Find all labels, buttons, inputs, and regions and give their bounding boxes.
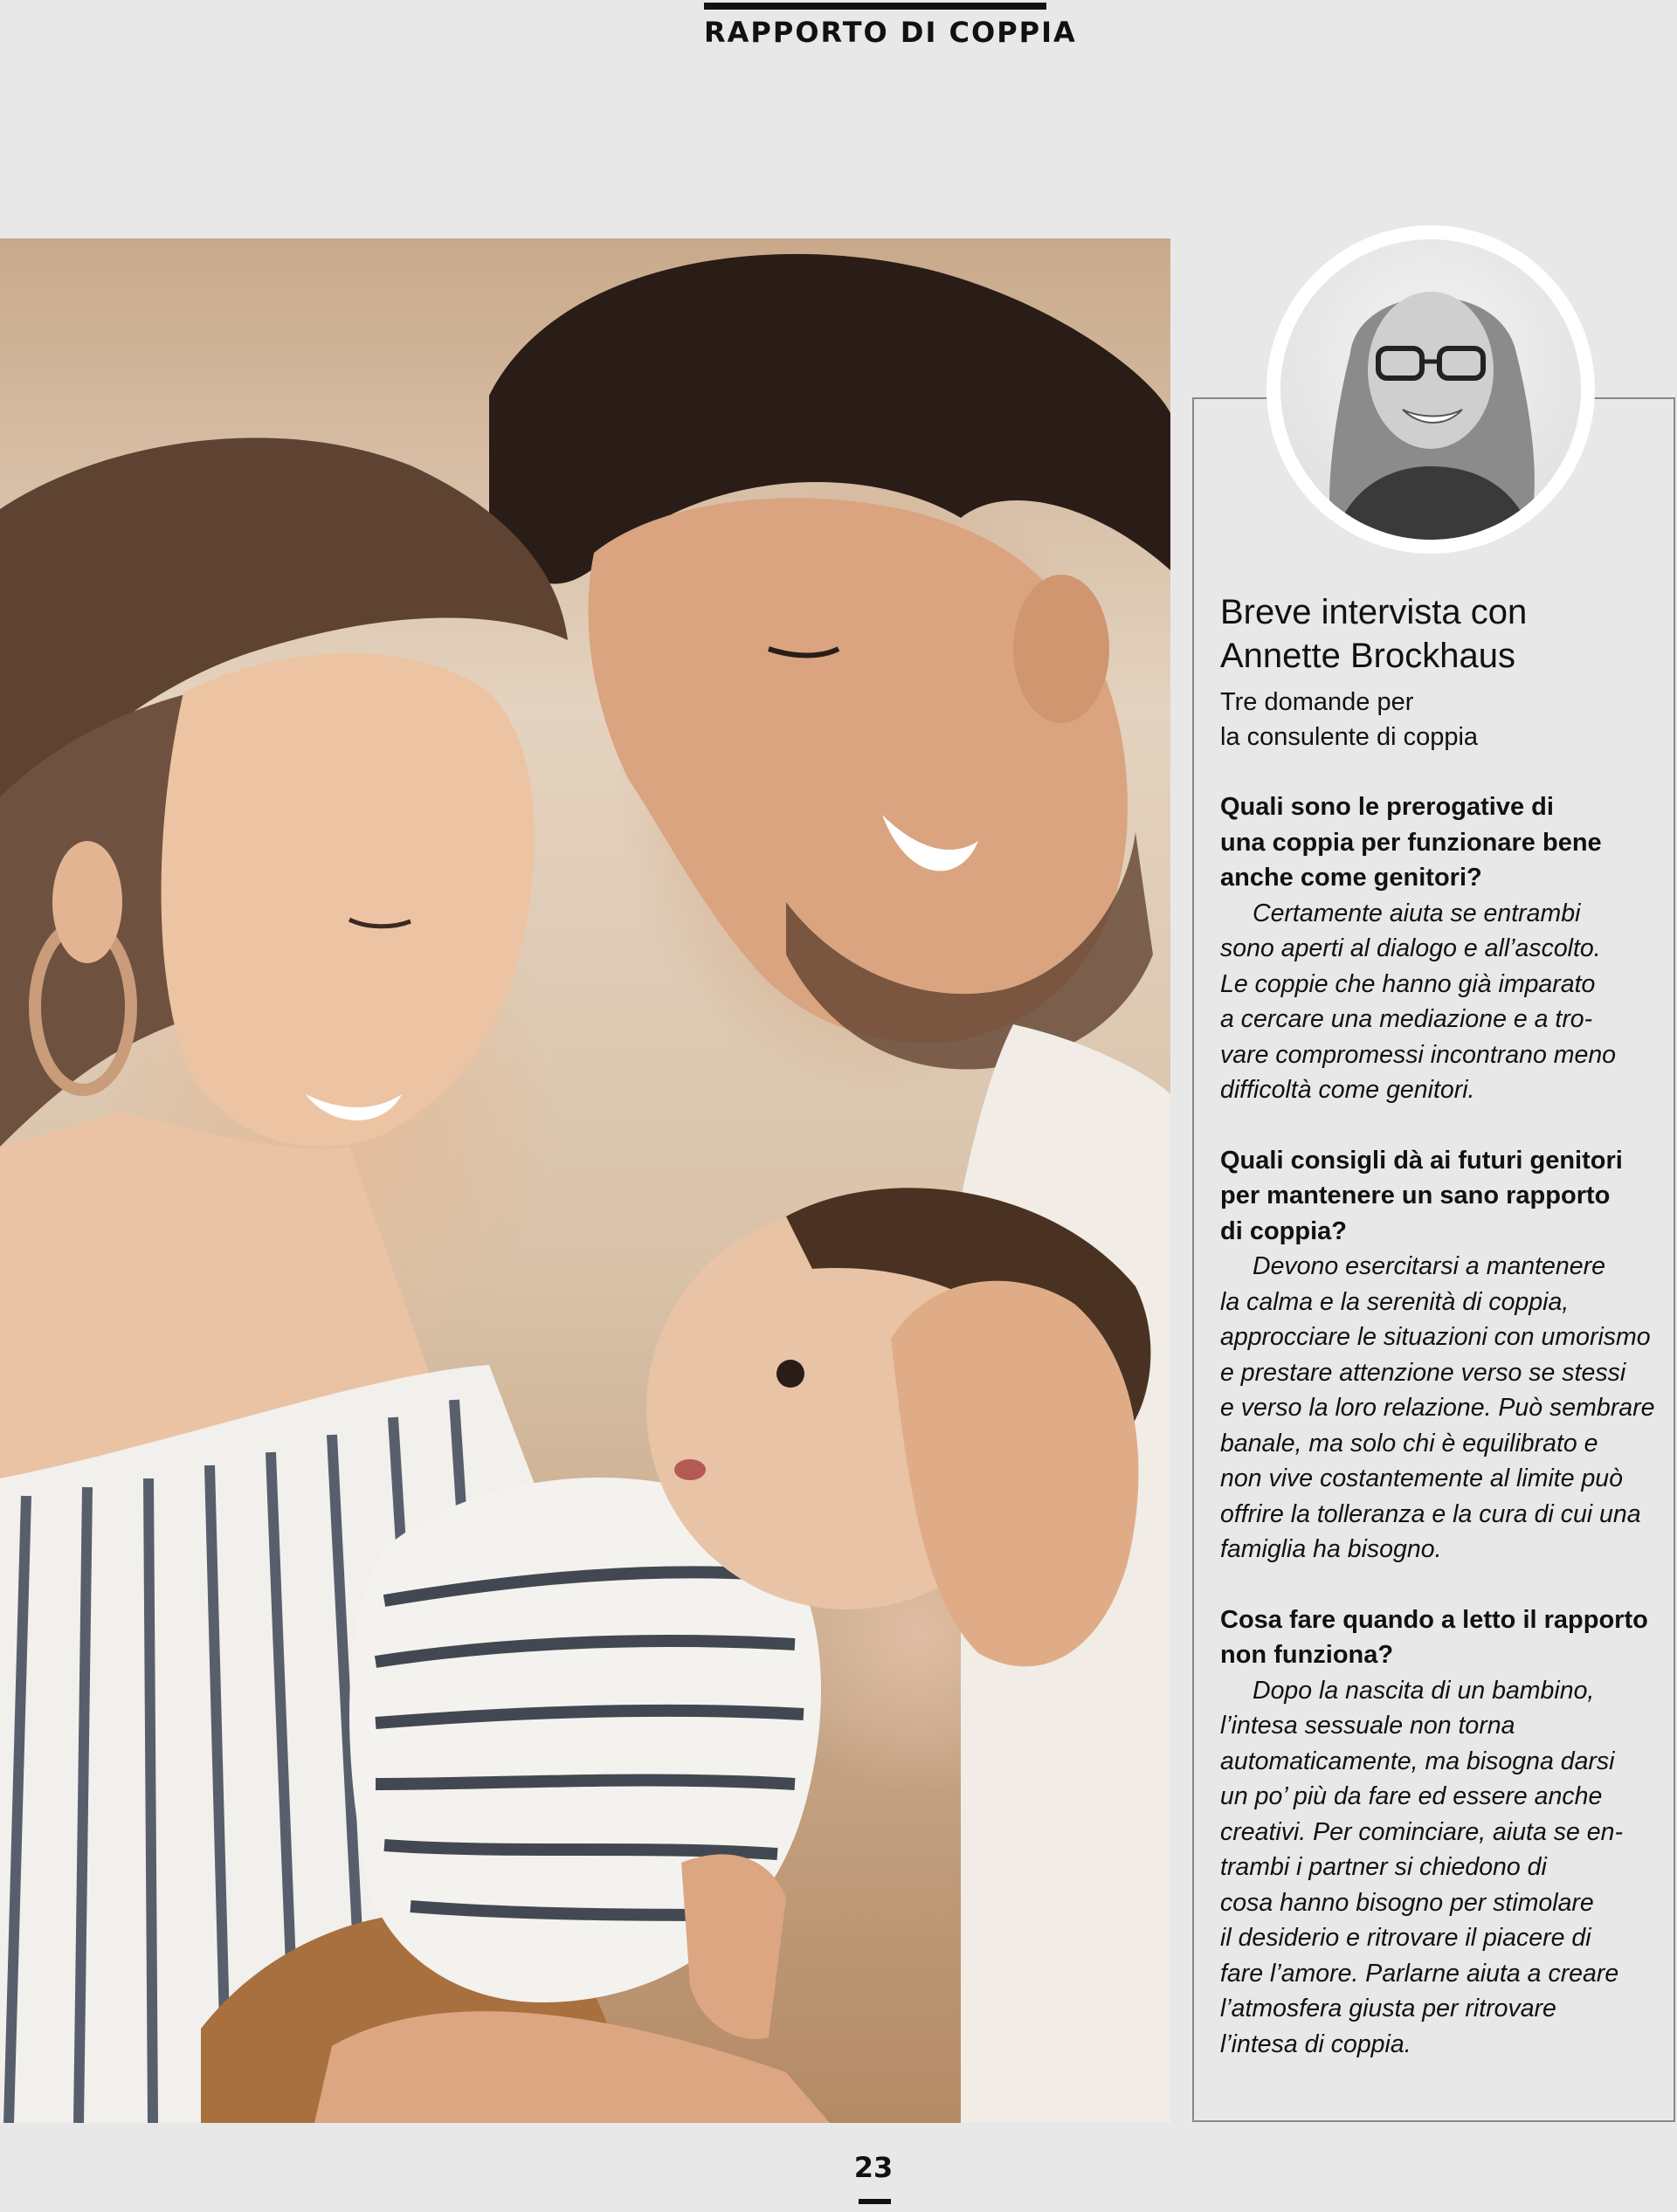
portrait-frame: [1266, 225, 1595, 554]
answer-line: e prestare attenzione verso se stessi: [1220, 1358, 1626, 1387]
header-rule: [704, 3, 1046, 10]
question: [1220, 1143, 1666, 1250]
answer-line: Le coppie che hanno già imparato: [1220, 969, 1596, 998]
answer-line: [1220, 1673, 1666, 1709]
answer-line: l’intesa di coppia.: [1220, 2029, 1411, 2058]
answer-line: banale, ma solo chi è equilibrato e: [1220, 1429, 1598, 1457]
answer-line: cosa hanno bisogno per stimolare: [1220, 1888, 1594, 1917]
interview-title-line: Annette Brockhaus: [1220, 637, 1515, 675]
section-title: RAPPORTO DI COPPIA: [704, 16, 1077, 49]
portrait-illustration: [1280, 239, 1581, 540]
answer-line-text: Devono esercitarsi a mantenere: [1253, 1252, 1605, 1280]
answer-line: [1220, 896, 1666, 932]
answer: [1220, 896, 1666, 1108]
family-photo-illustration: [0, 238, 1170, 2123]
answer-line: automaticamente, ma bisogna darsi: [1220, 1747, 1615, 1775]
answer-line: sono aperti al dialogo e all’ascolto.: [1220, 934, 1601, 962]
family-photo: [0, 238, 1170, 2123]
page-number-rule: [859, 2199, 891, 2204]
answer-line: trambi i partner si chiedono di: [1220, 1853, 1547, 1881]
question-line: per mantenere un sano rapporto: [1220, 1182, 1611, 1209]
answer-line-text: Certamente aiuta se entrambi: [1253, 899, 1581, 927]
interview-content: [1220, 590, 1666, 2062]
question-line: non funziona?: [1220, 1641, 1394, 1669]
answer-line: l’intesa sessuale non torna: [1220, 1712, 1515, 1740]
answer-line: il desiderio e ritrovare il piacere di: [1220, 1924, 1591, 1952]
question-line: una coppia per funzionare bene: [1220, 828, 1602, 857]
answer-line: l’atmosfera giusta per ritrovare: [1220, 1995, 1556, 2022]
question: [1220, 789, 1666, 896]
answer-line: difficoltà come genitori.: [1220, 1076, 1475, 1104]
answer: [1220, 1673, 1666, 2063]
answer-line: non vive costantemente al limite può: [1220, 1464, 1624, 1492]
answer-line: offrire la tolleranza e la cura di cui una: [1220, 1499, 1641, 1528]
answer-line: e verso la loro relazione. Può sembrare: [1220, 1394, 1655, 1422]
answer: [1220, 1249, 1666, 1568]
answer-line: un po’ più da fare ed essere anche: [1220, 1782, 1603, 1810]
answer-line: creativi. Per cominciare, aiuta se en-: [1220, 1817, 1623, 1846]
interview-subtitle: [1220, 685, 1666, 755]
answer-line: a cercare una mediazione e a tro-: [1220, 1005, 1593, 1033]
answer-line: vare compromessi incontrano meno: [1220, 1040, 1617, 1069]
qa-block: [1220, 1602, 1666, 2063]
portrait-photo: [1280, 239, 1581, 540]
question-line: Cosa fare quando a letto il rapporto: [1220, 1605, 1648, 1634]
answer-line: approcciare le situazioni con umorismo: [1220, 1323, 1651, 1351]
question-line: Quali consigli dà ai futuri genitori: [1220, 1146, 1623, 1175]
question: [1220, 1602, 1666, 1673]
interview-subtitle-line: la consulente di coppia: [1220, 723, 1479, 751]
question-line: Quali sono le prerogative di: [1220, 793, 1554, 821]
qa-block: [1220, 1143, 1666, 1568]
answer-line: la calma e la serenità di coppia,: [1220, 1287, 1570, 1316]
qa-block: [1220, 789, 1666, 1108]
answer-line: [1220, 1249, 1666, 1285]
interview-title-line: Breve intervista con: [1220, 593, 1528, 631]
answer-line: famiglia ha bisogno.: [1220, 1535, 1442, 1563]
interview-subtitle-line: Tre domande per: [1220, 688, 1414, 716]
page-number: 23: [853, 2151, 894, 2184]
question-line: di coppia?: [1220, 1216, 1347, 1245]
answer-line: fare l’amore. Parlarne aiuta a creare: [1220, 1959, 1619, 1988]
answer-line-text: Dopo la nascita di un bambino,: [1253, 1676, 1595, 1705]
question-line: anche come genitori?: [1220, 864, 1482, 892]
interview-title: [1220, 590, 1666, 678]
